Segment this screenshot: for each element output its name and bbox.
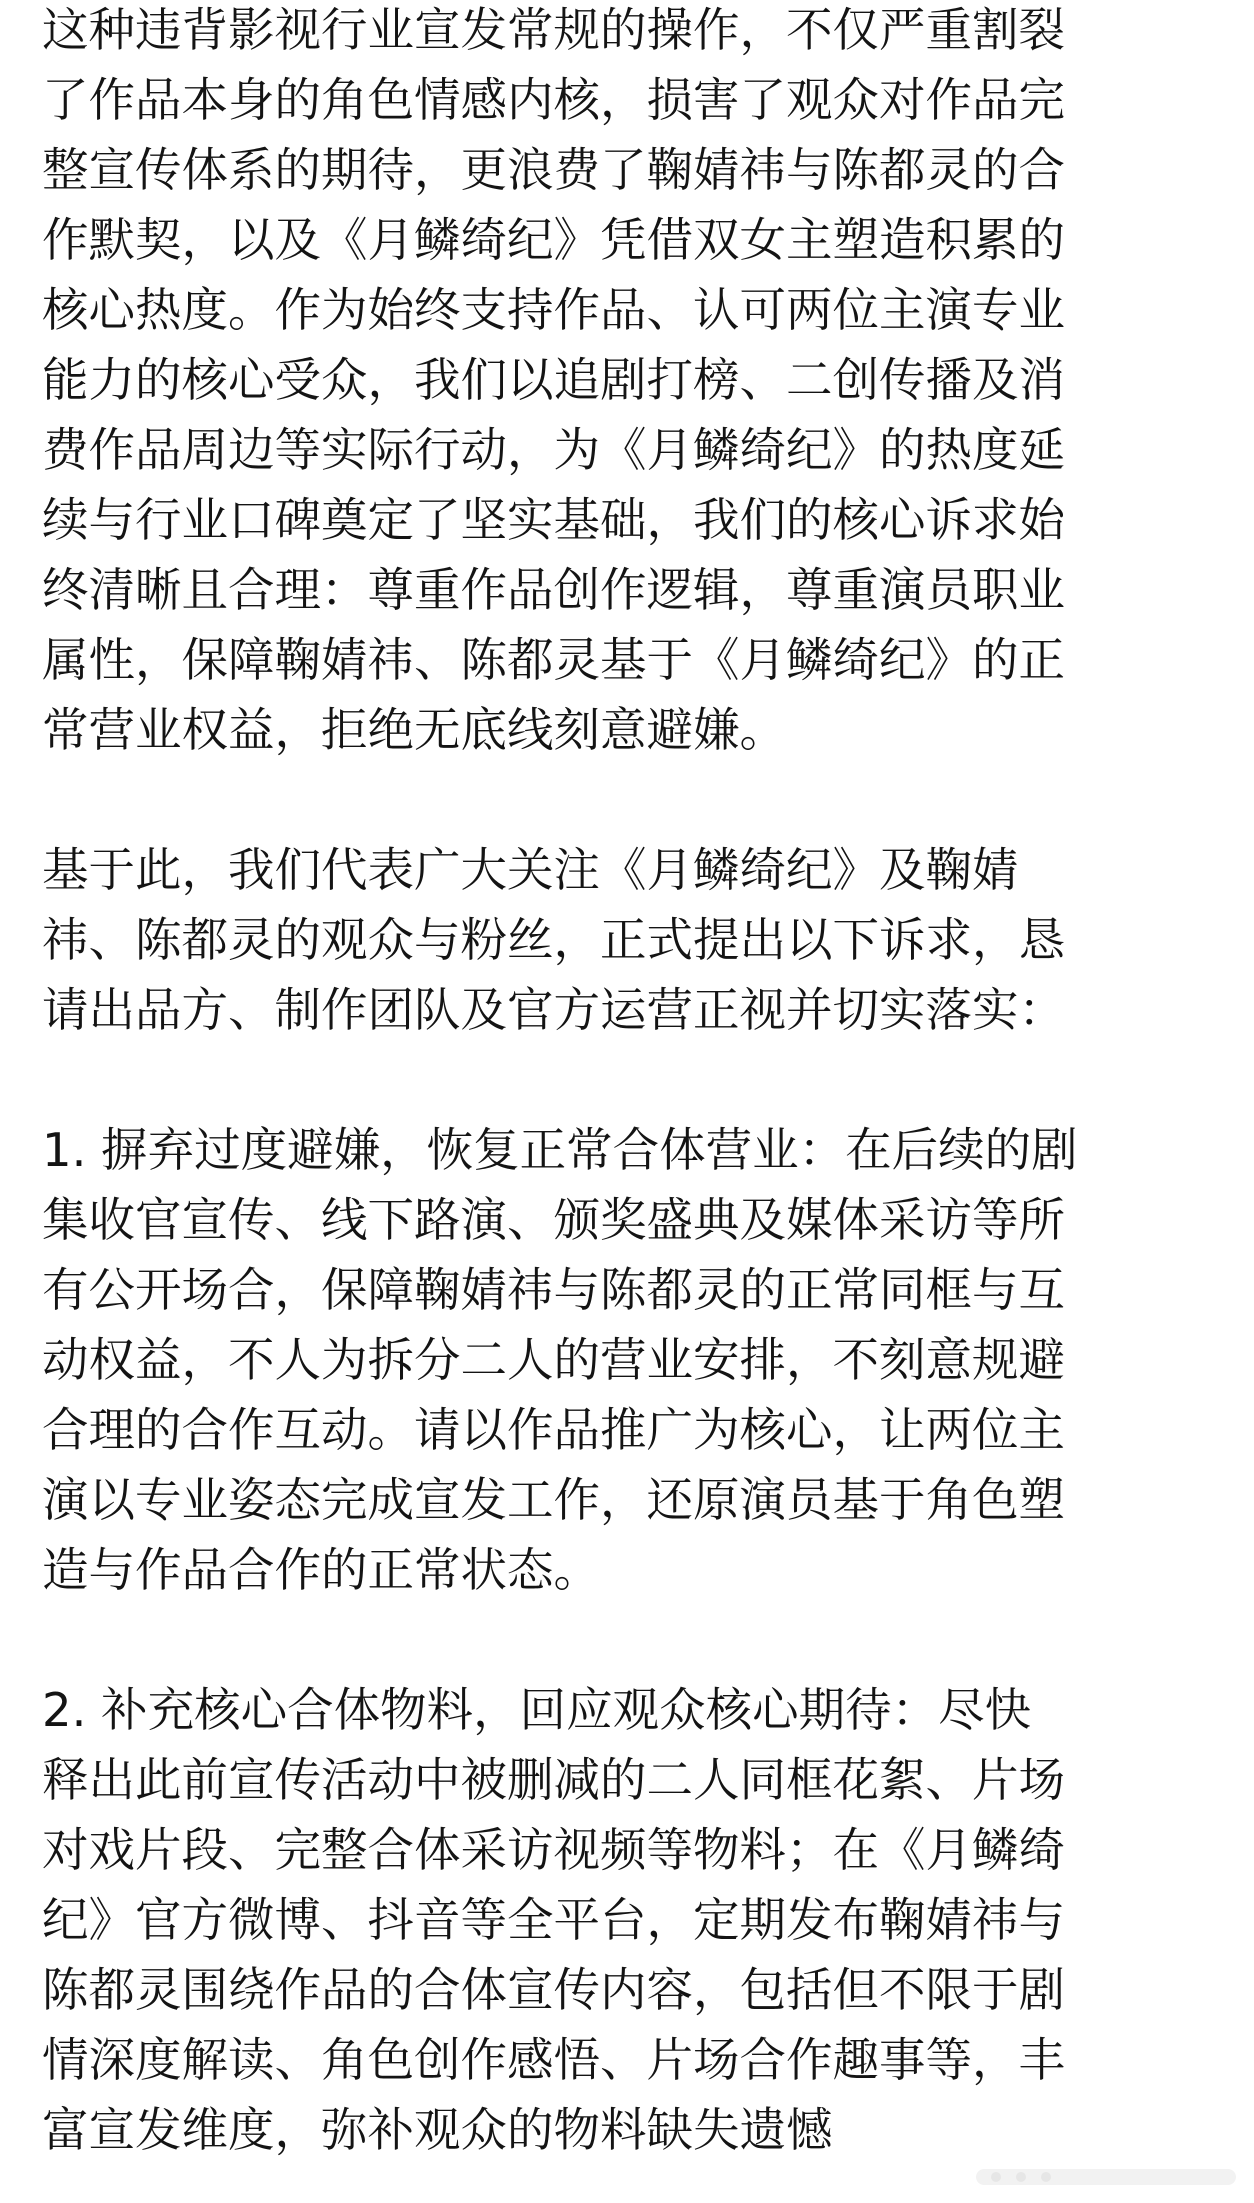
text-line: 情深度解读、角色创作感悟、片场合作趣事等，丰 [42,2033,1065,2087]
text-line: 费作品周边等实际行动，为《月鳞绮纪》的热度延 [42,423,1065,477]
text-line: 演以专业姿态完成宣发工作，还原演员基于角色塑 [42,1473,1065,1527]
text-line: 造与作品合作的正常状态。 [42,1543,600,1597]
text-line: 请出品方、制作团队及官方运营正视并切实落实： [42,983,1065,1037]
text-line: 合理的合作互动。请以作品推广为核心，让两位主 [42,1403,1065,1457]
text-line: 整宣传体系的期待，更浪费了鞠婧祎与陈都灵的合 [42,143,1065,197]
text-line: 能力的核心受众，我们以追剧打榜、二创传播及消 [42,353,1065,407]
text-line: 属性，保障鞠婧祎、陈都灵基于《月鳞绮纪》的正 [42,633,1065,687]
text-line: 动权益，不人为拆分二人的营业安排，不刻意规避 [42,1333,1065,1387]
text-line: 基于此，我们代表广大关注《月鳞绮纪》及鞠婧 [42,843,1019,897]
blank-line [42,1605,1217,1675]
text-line: 核心热度。作为始终支持作品、认可两位主演专业 [42,283,1065,337]
watermark-graphic [966,2159,1246,2195]
text-line: 2. 补充核心合体物料，回应观众核心期待：尽快 [42,1683,1032,1737]
text-line: 这种违背影视行业宣发常规的操作，不仅严重割裂 [42,3,1065,57]
text-line: 有公开场合，保障鞠婧祎与陈都灵的正常同框与互 [42,1263,1065,1317]
text-line: 集收官宣传、线下路演、颁奖盛典及媒体采访等所 [42,1193,1065,1247]
text-line: 续与行业口碑奠定了坚实基础，我们的核心诉求始 [42,493,1065,547]
text-line: 富宣发维度，弥补观众的物料缺失遗憾 [42,2103,833,2157]
text-line: 纪》官方微博、抖音等全平台，定期发布鞠婧祎与 [42,1893,1065,1947]
text-line: 对戏片段、完整合体采访视频等物料；在《月鳞绮 [42,1823,1065,1877]
text-line: 作默契，以及《月鳞绮纪》凭借双女主塑造积累的 [42,213,1065,267]
blank-line [42,765,1217,835]
text-line: 陈都灵围绕作品的合体宣传内容，包括但不限于剧 [42,1963,1065,2017]
text-line: 了作品本身的角色情感内核，损害了观众对作品完 [42,73,1065,127]
blank-line [42,1045,1217,1115]
text-line: 常营业权益，拒绝无底线刻意避嫌。 [42,703,786,757]
text-line: 释出此前宣传活动中被删减的二人同框花絮、片场 [42,1753,1065,1807]
text-line: 1. 摒弃过度避嫌，恢复正常合体营业：在后续的剧 [42,1123,1078,1177]
text-line: 终清晰且合理：尊重作品创作逻辑，尊重演员职业 [42,563,1065,617]
text-line: 祎、陈都灵的观众与粉丝，正式提出以下诉求，恳 [42,913,1065,967]
